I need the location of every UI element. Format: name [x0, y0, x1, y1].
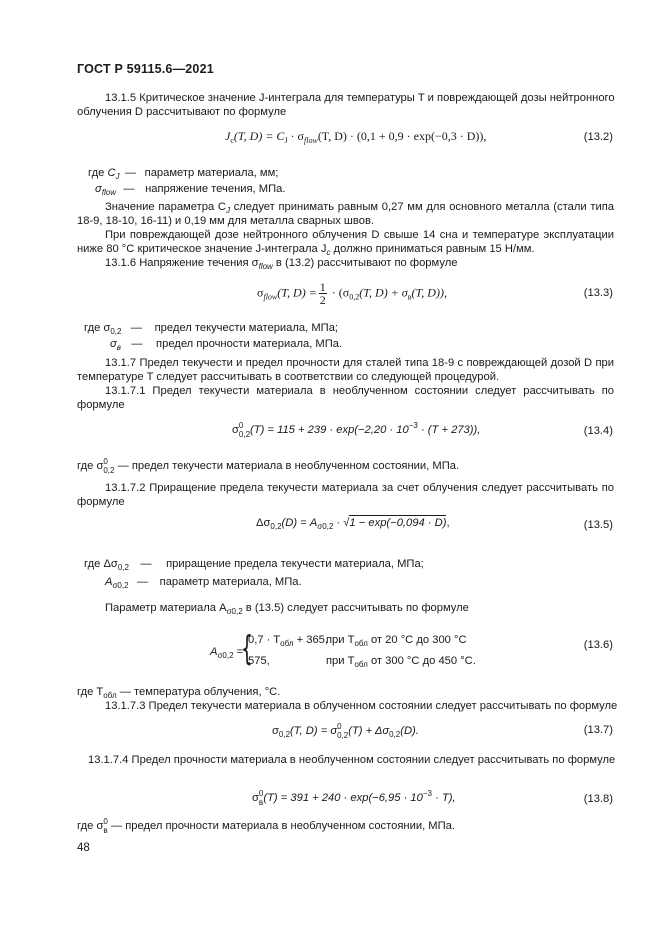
- formula-13-3: $\sigma_{flow}(T$, D) = $\frac{1}{2}$ · ($\sigma_{0,2}(T$, $D) + \sigma_в(T$, D)),: [257, 280, 447, 307]
- paragraph-13-1-7-1-line2: формуле: [77, 399, 125, 411]
- fraction-one-half: $\frac{1}{2}$: [319, 280, 326, 307]
- formula-13-6-case2-condition: при $T_{обл}$ от 300 °С до 450 °С.: [326, 655, 476, 669]
- paragraph-13-1-7-2-line2: формуле: [77, 496, 125, 508]
- formula-13-6-case1-value: $0,7 \cdot T_{обл} + 365$,: [248, 634, 329, 648]
- formula-13-6-case1-condition: при $T_{обл}$ от 20 °С до 300 °С: [326, 634, 467, 648]
- where-sigma0-02: где σ 0 0,2 — предел текучести материала в необлученном состоянии, МПа.: [77, 457, 460, 475]
- paragraph-dose-line1: При повреждающей дозе нейтронного облучения D свыше 14 сна и температуре эксплуатации: [105, 229, 614, 241]
- paragraph-13-1-5-line1: 13.1.5 Критическое значение J-интеграла для температуры T и повреждающей дозы нейтронного: [105, 92, 615, 104]
- paragraph-13-1-7-2-line1: 13.1.7.2 Приращение предела текучести материала за счет облучения следует рассчитывать по: [105, 482, 614, 494]
- where-t-obl: где $T_{обл}$ — температура облучения, °С.: [77, 686, 281, 700]
- where-sigma0-v: где σ 0 в — предел прочности материала в необлученном состоянии, МПа.: [77, 817, 455, 835]
- paragraph-13-1-7-line2: температуре T следует рассчитывать в соответствии со следующей процедурой.: [77, 371, 500, 383]
- where-sigma-flow: $\sigma_{flow}$ — напряжение течения, МПа.: [95, 183, 286, 197]
- brace-icon: {: [241, 629, 253, 669]
- paragraph-dose-line2: ниже 80 °С критическое значение J-интеграла $J_c$ должно приниматься равным 15 Н/мм.: [77, 243, 535, 257]
- formula-number-13-6: (13.6): [583, 639, 613, 651]
- formula-13-8: σ 0 в $(T) = 391 + 240 \cdot \exp(-6,95 \cdot 10^{-3} \cdot T)$,: [252, 789, 456, 808]
- formula-number-13-8: (13.8): [583, 793, 613, 805]
- formula-number-13-7: (13.7): [583, 724, 613, 736]
- formula-number-13-3: (13.3): [583, 287, 613, 299]
- paragraph-cj-value-line2: 18-9, 18-10, 16-11) и 0,19 мм для металла сварных швов.: [77, 215, 374, 227]
- where-a-sigma: $A_{\sigma 0,2}$ — параметр материала, МПа.: [105, 576, 302, 590]
- where-delta-sigma: где $\Delta\sigma_{0,2}$ — приращение предела текучести материала, МПа;: [84, 558, 424, 572]
- paragraph-13-1-7-1-line1: 13.1.7.1 Предел текучести материала в необлученном состоянии следует рассчитывать по: [105, 385, 614, 397]
- paragraph-cj-value-line1: Значение параметра $C_J$ следует принимать равным 0,27 мм для основного металла (стали типа: [105, 201, 614, 215]
- formula-number-13-2: (13.2): [583, 131, 613, 143]
- document-header: ГОСТ Р 59115.6—2021: [77, 62, 214, 76]
- formula-13-6-lhs: $A_{\sigma 0,2}$ =: [210, 646, 244, 660]
- formula-13-4: σ 0 0,2 $(T) = 115 + 239 \cdot \exp(-2,20 \cdot 10^{-3} \cdot (T + 273))$,: [232, 421, 481, 440]
- paragraph-13-1-7-3: 13.1.7.3 Предел текучести материала в облученном состоянии следует рассчитывать по формуле: [105, 700, 618, 712]
- paragraph-a-sigma: Параметр материала $A_{\sigma 0,2}$ в (13.5) следует рассчитывать по формуле: [105, 602, 469, 616]
- where-sigma-02: где $\sigma_{0,2}$ — предел текучести материала, МПа;: [84, 322, 339, 336]
- square-root: 1 − exp(−0,094 · D): [349, 517, 447, 529]
- formula-number-13-4: (13.4): [583, 425, 613, 437]
- formula-13-5: $\Delta\sigma_{0,2}(D) = A_{\sigma 0,2} \cdot √1 - \exp(-0,094 \cdot D)$,: [256, 517, 450, 531]
- formula-13-2: $J_c(T$, $D) = C_J \cdot \sigma_{flow}(T$, D) · (0,1 + 0,9 · exp(−0,3 · D)),: [225, 129, 487, 145]
- paragraph-13-1-7-4: 13.1.7.4 Предел прочности материала в необлученном состоянии следует рассчитывать по формуле: [88, 754, 616, 766]
- where-cj: где $C_J$ — параметр материала, мм;: [88, 167, 279, 181]
- formula-13-6-case2-value: 575,: [248, 655, 270, 667]
- paragraph-13-1-6: 13.1.6 Напряжение течения $\sigma_{flow}$ в (13.2) рассчитывают по формуле: [105, 257, 458, 271]
- formula-13-7: $\sigma_{0,2}(T$, D) = σ 0 0,2 $(T) + \Delta\sigma_{0,2}(D)$.: [272, 722, 419, 740]
- formula-number-13-5: (13.5): [583, 519, 613, 531]
- paragraph-13-1-7-line1: 13.1.7 Предел текучести и предел прочности для сталей типа 18-9 с повреждающей дозой D при: [105, 357, 614, 369]
- paragraph-13-1-5-line2: облучения D рассчитывают по формуле: [77, 106, 287, 118]
- page-number: 48: [77, 842, 90, 854]
- where-sigma-v: $\sigma_в$ — предел прочности материала, МПа.: [110, 338, 343, 352]
